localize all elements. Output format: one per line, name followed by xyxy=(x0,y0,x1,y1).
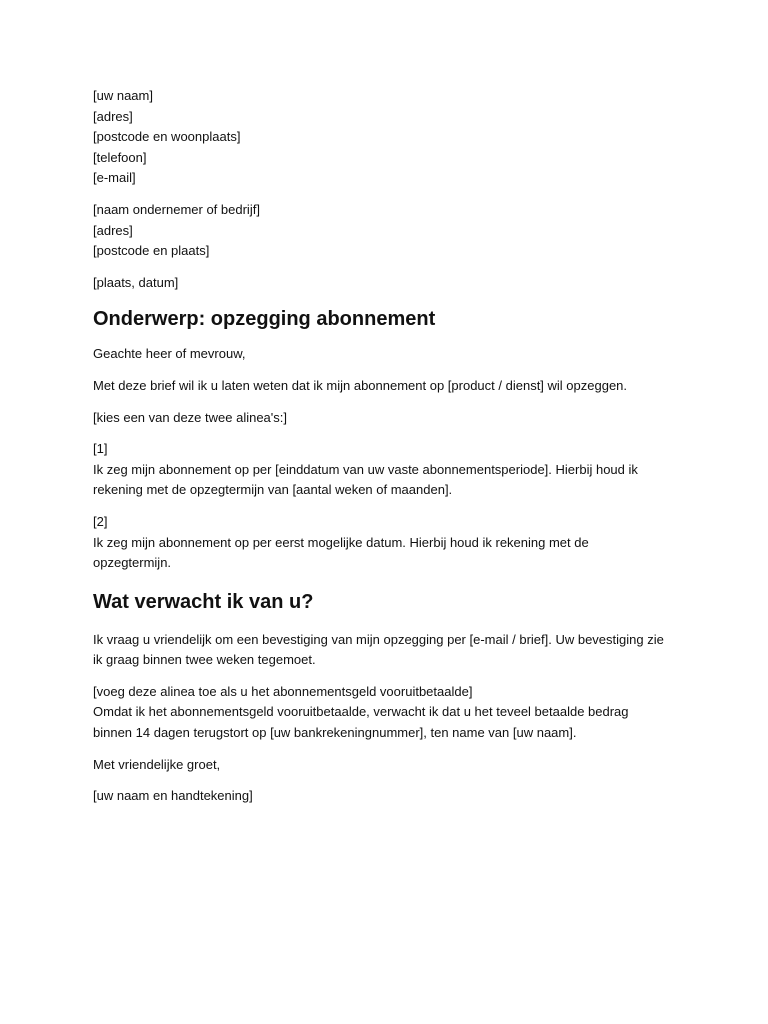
sender-postal-city: [postcode en woonplaats] xyxy=(93,129,241,145)
recipient-name: [naam ondernemer of bedrijf] xyxy=(93,201,260,217)
place-date: [plaats, datum] xyxy=(93,274,179,290)
request-line-1: Ik vraag u vriendelijk om een bevestiging van mijn opzegging per [e-mail / brief]. Uw bevestiging zie xyxy=(93,631,664,647)
option-2-label: [2] xyxy=(93,513,108,529)
option-2-line-2: opzegtermijn. xyxy=(93,555,172,571)
intro-text: Met deze brief wil ik u laten weten dat ik mijn abonnement op [product / dienst] wil opzeggen. xyxy=(93,377,628,393)
option-2-line-1: Ik zeg mijn abonnement op per eerst mogelijke datum. Hierbij houd ik rekening met de xyxy=(93,534,589,550)
signature-paragraph xyxy=(93,786,673,807)
expectations-heading: Wat verwacht ik van u? xyxy=(93,590,314,613)
recipient-address: [adres] xyxy=(93,222,133,238)
refund-paragraph xyxy=(93,682,673,744)
request-paragraph xyxy=(93,630,673,671)
recipient-address-block xyxy=(93,200,673,262)
sender-address-block xyxy=(93,86,673,189)
signature: [uw naam en handtekening] xyxy=(93,788,253,804)
sender-name: [uw naam] xyxy=(93,88,153,103)
refund-note: [voeg deze alinea toe als u het abonnementsgeld vooruitbetaalde] xyxy=(93,683,473,699)
option-1-label: [1] xyxy=(93,441,108,457)
salutation: Geachte heer of mevrouw, xyxy=(93,346,246,362)
sender-email: [e-mail] xyxy=(93,170,136,186)
option-2-paragraph xyxy=(93,512,673,574)
letter-page xyxy=(93,86,673,807)
sender-address: [adres] xyxy=(93,108,133,124)
recipient-postal-city: [postcode en plaats] xyxy=(93,243,210,259)
closing-paragraph xyxy=(93,755,673,776)
option-1-paragraph xyxy=(93,439,673,501)
choose-note: [kies een van deze twee alinea's:] xyxy=(93,409,287,425)
option-1-line-2: rekening met de opzegtermijn van [aantal weken of maanden]. xyxy=(93,482,453,498)
request-line-2: ik graag binnen twee weken tegemoet. xyxy=(93,652,316,668)
intro-paragraph xyxy=(93,376,673,397)
salutation-paragraph xyxy=(93,344,673,365)
sender-phone: [telefoon] xyxy=(93,149,147,165)
place-date-block xyxy=(93,273,673,294)
choose-note-paragraph xyxy=(93,408,673,429)
refund-line-1: Omdat ik het abonnementsgeld vooruitbetaalde, verwacht ik dat u het teveel betaalde bedrag xyxy=(93,704,629,720)
option-1-line-1: Ik zeg mijn abonnement op per [einddatum van uw vaste abonnementsperiode]. Hierbij houd ik xyxy=(93,461,638,477)
closing: Met vriendelijke groet, xyxy=(93,756,221,772)
refund-line-2: binnen 14 dagen terugstort op [uw bankrekeningnummer], ten name van [uw naam]. xyxy=(93,725,577,741)
subject-heading: Onderwerp: opzegging abonnement xyxy=(93,308,436,331)
